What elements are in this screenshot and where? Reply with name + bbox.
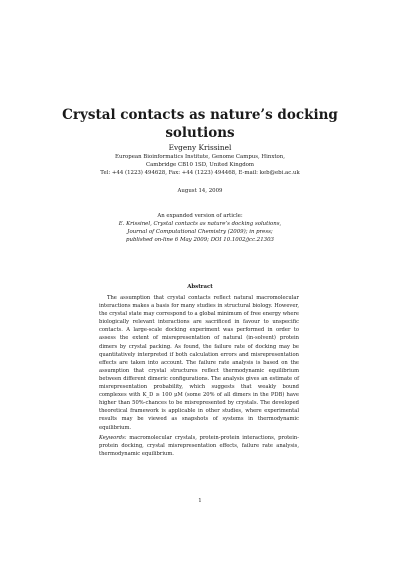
paper-date: August 14, 2009: [177, 188, 223, 194]
keywords-text: macromolecular crystals, protein-protein interactions, protein-protein docking, crystal misrepresentation effects, failure rate analysis, thermodynamic equilibrium.: [99, 435, 299, 458]
keywords: [99, 434, 299, 458]
expanded-reference-line-1: E. Krissinel, Crystal contacts as nature’s docking solutions,: [118, 221, 282, 227]
page-number: 1: [198, 498, 202, 504]
abstract-heading: Abstract: [187, 284, 213, 290]
expanded-reference-line-2: Journal of Computational Chemistry (2009); in press;: [127, 229, 273, 235]
abstract-body: The assumption that crystal contacts reflect natural macromolecular interactions makes a basis for many studies in structural biology. However, the crystal state may correspond to a global minimum of free energy where biologically relevant interactions are sacrificed in favour to unspecific contacts. A large-scale docking experiment was performed in order to assess the extent of misrepresentation of natural (in-solvent) protein dimers by crystal packing. As found, the failure rate of docking may be quantitatively interpreted if both calculation errors and misrepresentation effects are taken into account. The failure rate analysis is based on the assumption that crystal structures reflect thermodynamic equilibrium between different dimeric configurations. The analysis gives an estimate of misrepresentation probability, which suggests that weakly bound complexes with K_D ≥ 100 μM (some 20% of all dimers in the PDB) have higher than 50%-chances to be misrepresented by crystals. The developed theoretical framework is applicable in other studies, where experimental results may be viewed as snapshots of systems in thermodynamic equilibrium.: [99, 295, 299, 431]
expanded-reference-line-3: published on-line 6 May 2009; DOI 10.1002/jcc.21303: [126, 237, 274, 243]
affiliation-line-1: European Bioinformatics Institute, Genome Campus, Hinxton,: [115, 154, 285, 160]
affiliation-contact: Tel: +44 (1223) 494628, Fax: +44 (1223) 494468, E-mail: keb@ebi.ac.uk: [100, 170, 300, 177]
title-line-2: solutions: [165, 125, 235, 141]
affiliation-line-2: Cambridge CB10 1SD, United Kingdom: [145, 162, 255, 169]
expanded-version-note: [50, 212, 350, 244]
author-affiliation: [40, 153, 360, 178]
keywords-label: Keywords:: [99, 435, 127, 441]
title-line-1: Crystal contacts as nature’s docking: [62, 107, 338, 123]
author-name: Evgeny Krissinel: [168, 143, 232, 152]
expanded-version-intro: An expanded version of article:: [157, 213, 243, 219]
paper-title: [60, 106, 340, 142]
